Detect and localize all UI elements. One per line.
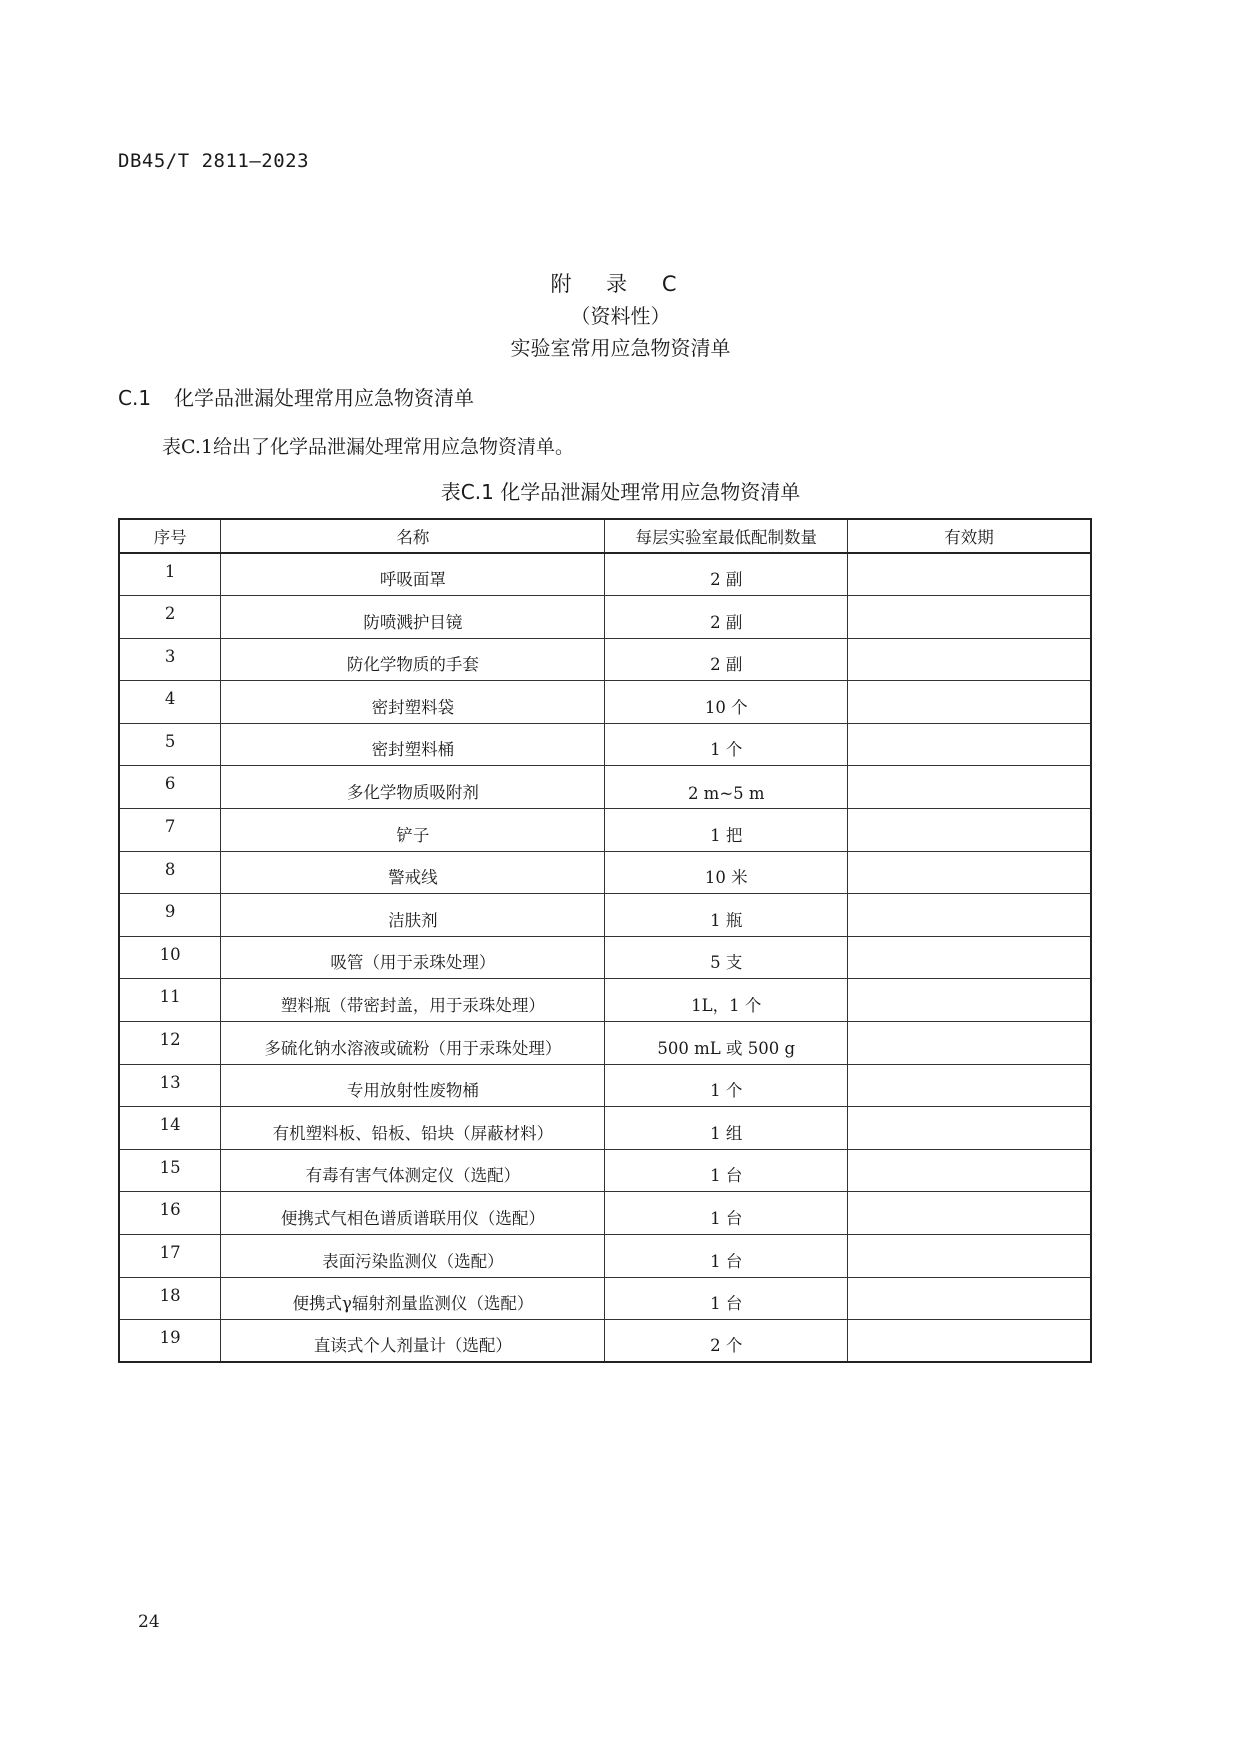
cell-seq: 15 <box>119 1149 221 1192</box>
cell-qty: 1 瓶 <box>605 894 848 937</box>
cell-name: 铲子 <box>221 809 605 852</box>
cell-seq: 4 <box>119 681 221 724</box>
cell-qty: 1 台 <box>605 1277 848 1320</box>
section-number: C.1 <box>118 386 152 410</box>
cell-seq: 1 <box>119 553 221 596</box>
cell-name: 便携式γ辐射剂量监测仪（选配） <box>221 1277 605 1320</box>
intro-paragraph: 表C.1给出了化学品泄漏处理常用应急物资清单。 <box>162 436 574 458</box>
cell-seq: 3 <box>119 638 221 681</box>
cell-name: 洁肤剂 <box>221 894 605 937</box>
table-row <box>119 936 1091 979</box>
cell-validity <box>848 1320 1092 1363</box>
cell-qty: 2 副 <box>605 596 848 639</box>
table-row <box>119 1107 1091 1150</box>
cell-seq: 10 <box>119 936 221 979</box>
cell-seq: 6 <box>119 766 221 809</box>
cell-validity <box>848 596 1092 639</box>
table-row <box>119 1064 1091 1107</box>
table-row <box>119 809 1091 852</box>
cell-name: 有毒有害气体测定仪（选配） <box>221 1149 605 1192</box>
cell-seq: 5 <box>119 723 221 766</box>
table-row <box>119 766 1091 809</box>
cell-name: 多硫化钠水溶液或硫粉（用于汞珠处理） <box>221 1022 605 1065</box>
cell-name: 专用放射性废物桶 <box>221 1064 605 1107</box>
cell-name: 密封塑料袋 <box>221 681 605 724</box>
cell-qty: 2 副 <box>605 553 848 596</box>
table-row <box>119 1320 1091 1363</box>
cell-validity <box>848 809 1092 852</box>
cell-name: 直读式个人剂量计（选配） <box>221 1320 605 1363</box>
cell-qty: 1 台 <box>605 1192 848 1235</box>
cell-name: 表面污染监测仪（选配） <box>221 1235 605 1278</box>
cell-qty: 1 组 <box>605 1107 848 1150</box>
cell-seq: 7 <box>119 809 221 852</box>
cell-validity <box>848 1192 1092 1235</box>
table-caption: 表C.1 化学品泄漏处理常用应急物资清单 <box>440 480 801 504</box>
cell-validity <box>848 1277 1092 1320</box>
table-row <box>119 1022 1091 1065</box>
cell-seq: 18 <box>119 1277 221 1320</box>
cell-name: 警戒线 <box>221 851 605 894</box>
cell-seq: 19 <box>119 1320 221 1363</box>
appendix-nature: （资料性） <box>570 304 671 328</box>
cell-qty: 2 副 <box>605 638 848 681</box>
cell-qty: 10 个 <box>605 681 848 724</box>
cell-name: 便携式气相色谱质谱联用仪（选配） <box>221 1192 605 1235</box>
section-heading <box>118 382 474 411</box>
cell-validity <box>848 723 1092 766</box>
cell-qty: 500 mL 或 500 g <box>605 1022 848 1065</box>
cell-qty: 1 个 <box>605 1064 848 1107</box>
table-row <box>119 851 1091 894</box>
column-header-name: 名称 <box>221 519 605 553</box>
cell-validity <box>848 1149 1092 1192</box>
cell-validity <box>848 638 1092 681</box>
cell-validity <box>848 553 1092 596</box>
table-row <box>119 596 1091 639</box>
table-header-row <box>119 519 1091 553</box>
cell-seq: 13 <box>119 1064 221 1107</box>
table-row <box>119 1149 1091 1192</box>
table-row <box>119 1277 1091 1320</box>
cell-seq: 17 <box>119 1235 221 1278</box>
cell-seq: 9 <box>119 894 221 937</box>
cell-name: 多化学物质吸附剂 <box>221 766 605 809</box>
cell-validity <box>848 936 1092 979</box>
cell-seq: 14 <box>119 1107 221 1150</box>
cell-name: 防喷溅护目镜 <box>221 596 605 639</box>
table-row <box>119 1235 1091 1278</box>
cell-validity <box>848 681 1092 724</box>
appendix-title: 附 录 C <box>550 272 691 296</box>
cell-seq: 8 <box>119 851 221 894</box>
cell-validity <box>848 1064 1092 1107</box>
cell-qty: 1L，1 个 <box>605 979 848 1022</box>
cell-validity <box>848 894 1092 937</box>
cell-validity <box>848 1107 1092 1150</box>
cell-qty: 1 台 <box>605 1235 848 1278</box>
table-row <box>119 553 1091 596</box>
cell-qty: 1 把 <box>605 809 848 852</box>
section-title: 化学品泄漏处理常用应急物资清单 <box>174 386 474 410</box>
cell-name: 塑料瓶（带密封盖，用于汞珠处理） <box>221 979 605 1022</box>
cell-qty: 2 个 <box>605 1320 848 1363</box>
cell-validity <box>848 1022 1092 1065</box>
cell-validity <box>848 766 1092 809</box>
cell-seq: 2 <box>119 596 221 639</box>
cell-qty: 5 支 <box>605 936 848 979</box>
cell-name: 防化学物质的手套 <box>221 638 605 681</box>
table-row <box>119 723 1091 766</box>
cell-seq: 16 <box>119 1192 221 1235</box>
document-code: DB45/T 2811—2023 <box>118 150 310 172</box>
cell-qty: 1 个 <box>605 723 848 766</box>
cell-validity <box>848 1235 1092 1278</box>
column-header-validity: 有效期 <box>848 519 1092 553</box>
cell-validity <box>848 979 1092 1022</box>
cell-name: 呼吸面罩 <box>221 553 605 596</box>
cell-qty: 1 台 <box>605 1149 848 1192</box>
table-row <box>119 979 1091 1022</box>
page-number: 24 <box>138 1612 160 1632</box>
cell-validity <box>848 851 1092 894</box>
table-row <box>119 681 1091 724</box>
column-header-seq: 序号 <box>119 519 221 553</box>
cell-seq: 11 <box>119 979 221 1022</box>
table-row <box>119 638 1091 681</box>
column-header-qty: 每层实验室最低配制数量 <box>605 519 848 553</box>
table-row <box>119 894 1091 937</box>
cell-name: 有机塑料板、铅板、铅块（屏蔽材料） <box>221 1107 605 1150</box>
table-row <box>119 1192 1091 1235</box>
cell-qty: 10 米 <box>605 851 848 894</box>
cell-seq: 12 <box>119 1022 221 1065</box>
supplies-table <box>118 518 1092 1363</box>
appendix-name: 实验室常用应急物资清单 <box>510 336 731 360</box>
cell-name: 吸管（用于汞珠处理） <box>221 936 605 979</box>
cell-qty: 2 m~5 m <box>605 766 848 809</box>
cell-name: 密封塑料桶 <box>221 723 605 766</box>
table-body <box>119 553 1091 1362</box>
